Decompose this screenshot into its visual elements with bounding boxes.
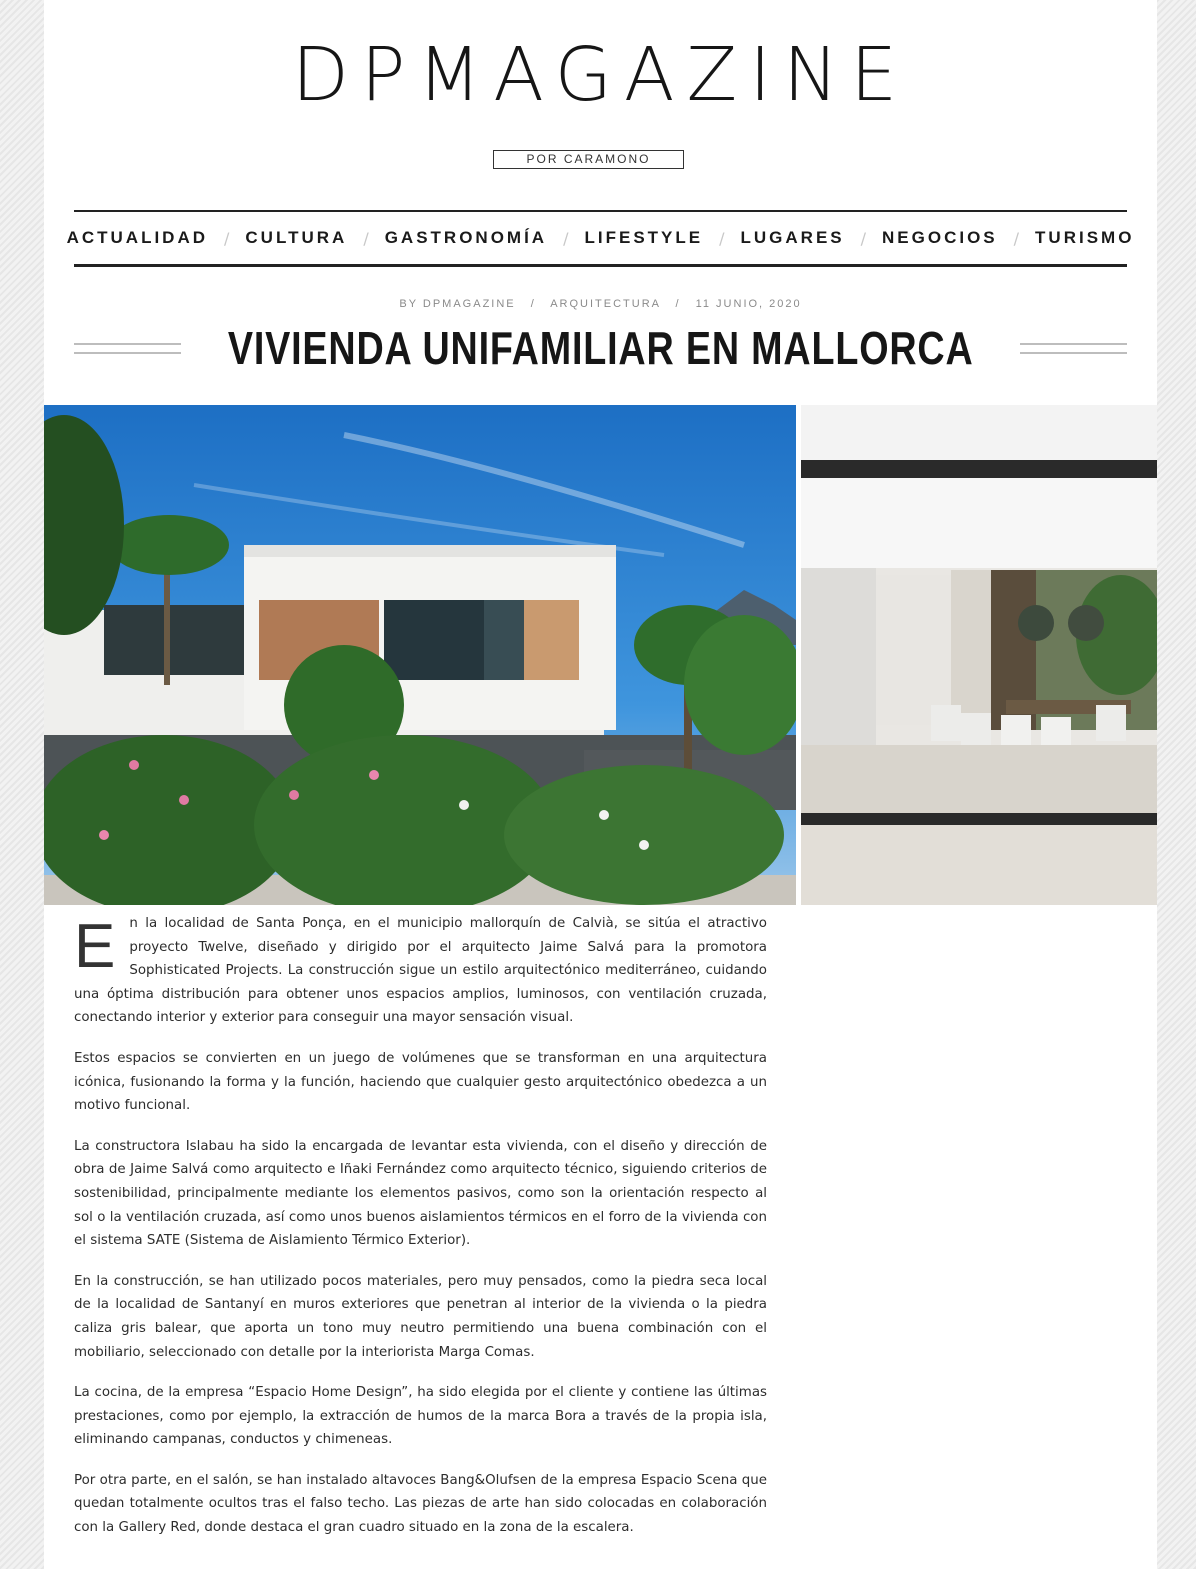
nav-separator: / xyxy=(224,228,230,248)
article-paragraph: En la construcción, se han utilizado pocos materiales, pero muy pensados, como la piedra seca local de la localidad de Santanyí en muros exteriores que penetran al interior de la vivienda o la piedra caliza gris balear, que aporta un tono muy neutro permitiendo una buena combinación con el mobiliario, seleccionado con detalle por la interiorista Marga Comas. xyxy=(74,1273,767,1360)
main-nav xyxy=(66,210,1135,267)
nav-item-lifestyle[interactable]: LIFESTYLE xyxy=(584,228,704,247)
article-paragraph: La constructora Islabau ha sido la encargada de levantar esta vivienda, con el diseño y dirección de obra de Jaime Salvá como arquitecto e Iñaki Fernández como arquitecto técnico, siguiendo criterios de sostenibilidad, principalmente mediante los elementos pasivos, como son la orientación respecto al sol o la ventilación cruzada, así como unos buenos aislamientos térmicos en el forro de la vivienda con el sistema SATE (Sistema de Aislamiento Térmico Exterior). xyxy=(74,1138,767,1249)
nav-item-gastronomia[interactable]: GASTRONOMÍA xyxy=(384,228,548,247)
interior-dining-photo xyxy=(801,405,1157,905)
article-body xyxy=(74,912,767,1557)
meta-separator: / xyxy=(530,298,536,310)
nav-item-cultura[interactable]: CULTURA xyxy=(245,228,348,247)
article-author[interactable]: BY DPMAGAZINE xyxy=(399,298,516,310)
article-title: VIVIENDA UNIFAMILIAR EN MALLORCA xyxy=(227,322,974,374)
exterior-house-photo xyxy=(44,405,796,905)
meta-separator: / xyxy=(675,298,681,310)
nav-separator: / xyxy=(363,228,369,248)
article-paragraph: La cocina, de la empresa “Espacio Home Design”, ha sido elegida por el cliente y contiene las últimas prestaciones, como por ejemplo, la extracción de humos de la marca Bora a través de la propia isla, eliminando campanas, conductos y chimeneas. xyxy=(74,1385,767,1448)
nav-separator: / xyxy=(860,228,867,248)
article-paragraph: Por otra parte, en el salón, se han instalado altavoces Bang&Olufsen de la empresa Espacio Scena que quedan totalmente ocultos tras el falso techo. Las piezas de arte han sido colocadas en colaboración con la Gallery Red, donde destaca el gran cuadro situado en la zona de la escalera. xyxy=(74,1472,767,1536)
title-rule-left xyxy=(74,343,181,354)
nav-item-negocios[interactable]: NEGOCIOS xyxy=(882,228,998,247)
article-date: 11 JUNIO, 2020 xyxy=(695,298,802,310)
nav-item-actualidad[interactable]: ACTUALIDAD xyxy=(66,228,209,247)
drop-cap: E xyxy=(74,912,116,981)
article-meta xyxy=(44,298,1157,310)
page xyxy=(44,0,1157,1569)
title-rule-right xyxy=(1020,343,1127,354)
article-category[interactable]: ARQUITECTURA xyxy=(550,298,661,310)
nav-separator: / xyxy=(1013,228,1020,248)
article-paragraph xyxy=(74,912,767,1030)
site-logo[interactable]: DPMAGAZINE xyxy=(291,32,910,118)
nav-separator: / xyxy=(719,228,725,248)
nav-separator: / xyxy=(563,228,569,248)
nav-item-lugares[interactable]: LUGARES xyxy=(740,228,845,247)
nav-item-turismo[interactable]: TURISMO xyxy=(1035,228,1135,247)
article-title-row xyxy=(74,318,1127,378)
paragraph-text: n la localidad de Santa Ponça, en el municipio mallorquín de Calvià, se sitúa el atractivo proyecto Twelve, diseñado y dirigido por el arquitecto Jaime Salvá para la promotora Sophisticated Projects. La construcción sigue un estilo arquitectónico mediterráneo, cuidando una óptima distribución para obtener unos espacios amplios, luminosos, con ventilación cruzada, conectando interior y exterior para conseguir una mayor sensación visual. xyxy=(74,916,767,1026)
article-paragraph: Estos espacios se convierten en un juego de volúmenes que se transforman en una arquitectura icónica, fusionando la forma y la función, haciendo que cualquier gesto arquitectónico obedezca a un motivo funcional. xyxy=(74,1050,767,1114)
site-tagline: POR CARAMONO xyxy=(493,150,684,169)
